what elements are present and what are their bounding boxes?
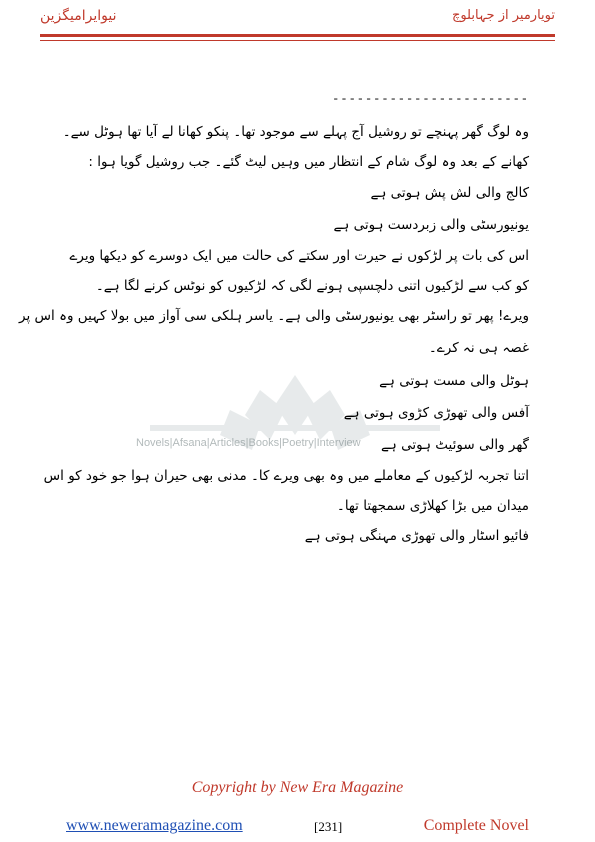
footer-label: Complete Novel — [423, 817, 529, 834]
text-line-2: کھانے کے بعد وہ لوگ شام کے انتظار میں وہیں لیٹ گئے۔ جب روشیل گویا ہوا : — [88, 154, 529, 170]
text-line-11: گھر والی سوئیٹ ہوتی ہے — [381, 437, 529, 453]
text-line-9: ہوٹل والی مست ہوتی ہے — [379, 373, 529, 389]
text-line-12: اتنا تجربہ لڑکیوں کے معاملے میں وہ بھی ویرے کا۔ مدنی بھی حیران ہوا جو خود کو اس — [43, 468, 529, 484]
text-line-6: کو کب سے لڑکیوں اتنی دلچسپی ہونے لگی کہ لڑکیوں کو نوٹس کرنے لگا ہے۔ — [95, 278, 529, 294]
text-line-10: آفس والی تھوڑی کڑوی ہوتی ہے — [343, 405, 529, 421]
copyright-notice: Copyright by New Era Magazine — [191, 779, 404, 796]
text-line-3: کالج والی لش پش ہوتی ہے — [370, 185, 529, 201]
section-separator: ------------------------ — [332, 92, 529, 106]
page-number: [231] — [314, 819, 343, 834]
text-line-8: غصہ ہی نہ کرے۔ — [428, 340, 529, 356]
text-line-7: ویرے! پھر تو راسٹر بھی یونیورسٹی والی ہے۔ یاسر ہلکی سی آواز میں بولا کہیں وہ اس پر — [19, 308, 529, 324]
website-link[interactable]: www.neweramagazine.com — [66, 817, 243, 834]
text-line-4: یونیورسٹی والی زبردست ہوتی ہے — [333, 217, 529, 233]
text-line-14: فائیو اسٹار والی تھوڑی مہنگی ہوتی ہے — [304, 528, 529, 544]
header-rule-thin — [40, 40, 555, 41]
text-line-1: وہ لوگ گھر پہنچے تو روشیل آج پہلے سے موجود تھا۔ پنکو کھانا لے آیا تھا ہوٹل سے۔ — [62, 124, 529, 140]
page-header — [40, 6, 555, 28]
page-body — [19, 87, 529, 551]
magazine-title: نیوایرامیگزین — [40, 8, 117, 24]
text-line-5: اس کی بات پر لڑکوں نے حیرت اور سکتے کی حالت میں ایک دوسرے کو دیکھا ویرے — [69, 248, 529, 264]
page-footer — [66, 817, 529, 837]
novel-title: تویارمیر از جہابلوچ — [451, 8, 555, 23]
text-line-13: میدان میں بڑا کھلاڑی سمجھتا تھا۔ — [336, 498, 529, 514]
header-rule-thick — [40, 34, 555, 37]
watermark-tagline: Novels|Afsana|Articles|Books|Poetry|Interview — [136, 437, 361, 449]
